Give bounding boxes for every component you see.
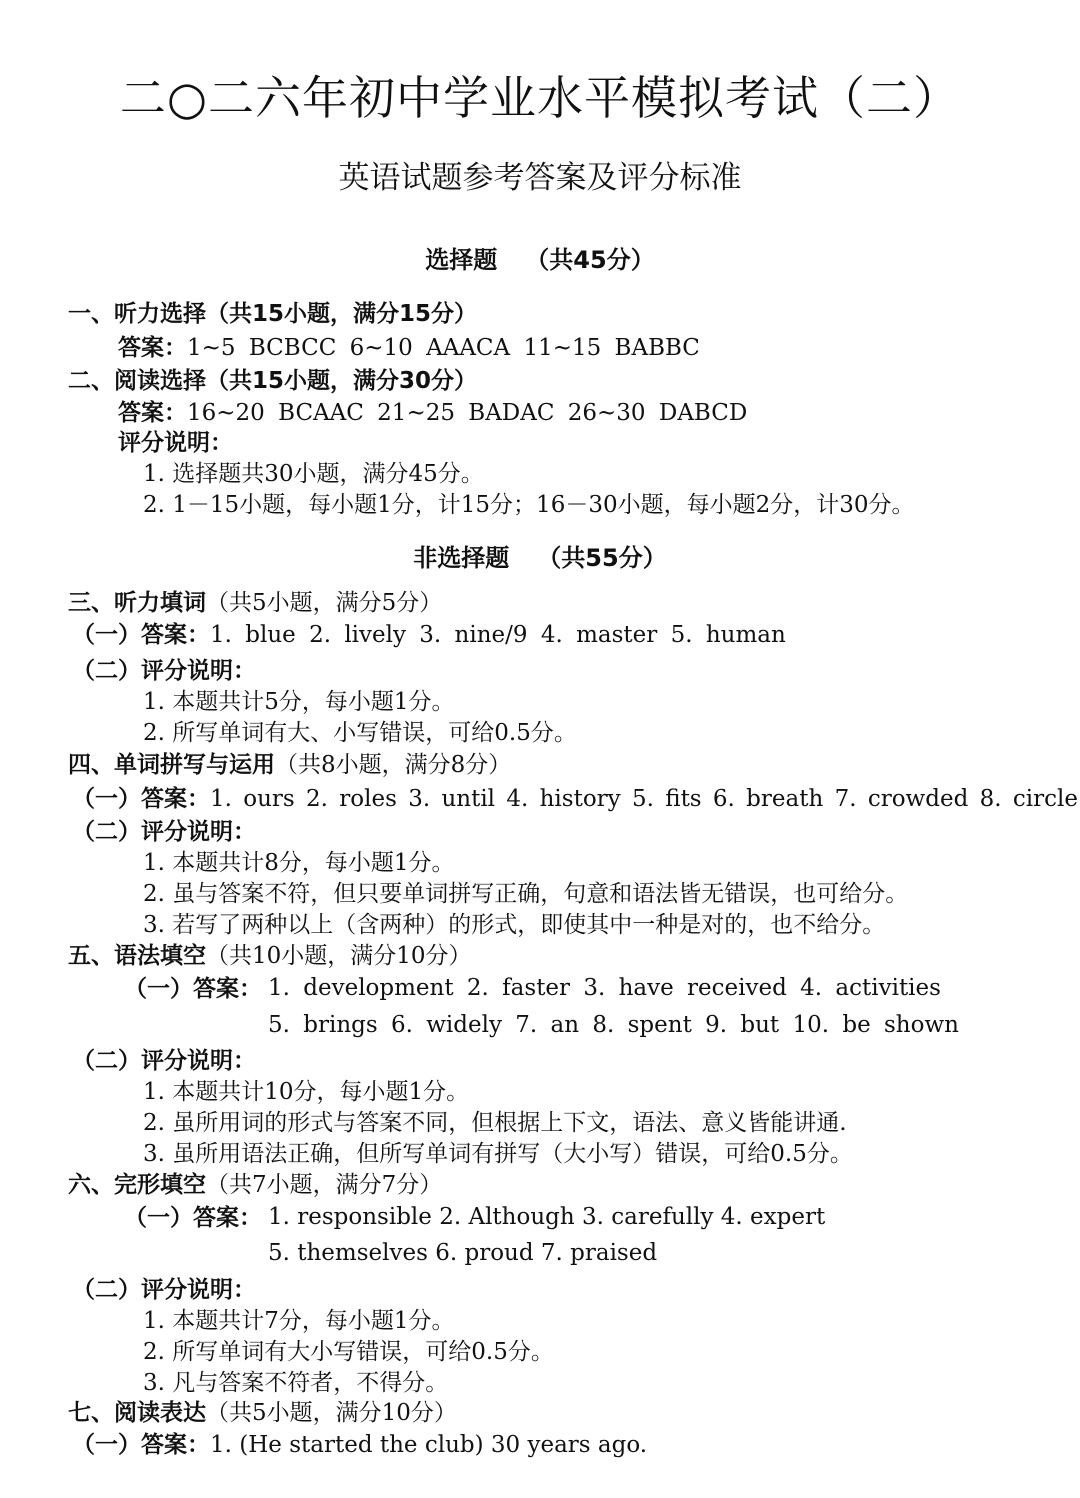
part5-notes-label: （二）评分说明： [72,1048,256,1074]
part4-heading [68,750,511,780]
choice-section-heading [0,240,1080,275]
part1-heading: 一、听力选择（共15小题，满分15分） [68,301,478,327]
choice-section-label: 选择题 [425,246,498,274]
part1-answer-label: 答案： [118,335,187,361]
part4-answer-label: （一）答案： [72,786,210,812]
part4-heading-bold: 四、单词拼写与运用 [68,752,275,778]
part2-answer-label: 答案： [118,400,187,426]
part3-heading-bold: 三、听力填词 [68,590,206,616]
part2-answers: 16~20 BCAAC 21~25 BADAC 26~30 DABCD [187,400,748,426]
part6-answers-line2: 5. themselves 6. proud 7. praised [268,1240,658,1266]
part5-answer-label: （一）答案： [124,976,262,1002]
part7-answer-label: （一）答案： [72,1432,210,1458]
part6-answer-label: （一）答案： [124,1205,262,1231]
part2-notes-label: 评分说明： [118,430,233,456]
part5-heading [68,941,472,971]
part6-heading-bold: 六、完形填空 [68,1172,206,1198]
part6-answers-line1: 1. responsible 2. Although 3. carefully 4. expert [268,1204,826,1230]
part6-heading-rest: （共7小题，满分7分） [206,1172,443,1198]
part7-answers: 1. (He started the club) 30 years ago. [210,1432,648,1458]
part6-notes-label: （二）评分说明： [72,1277,256,1303]
part5-heading-rest: （共10小题，满分10分） [206,943,472,969]
part4-note-3: 3. 若写了两种以上（含两种）的形式，即使其中一种是对的，也不给分。 [143,912,886,938]
part6-note-3: 3. 凡与答案不符者，不得分。 [143,1370,449,1396]
part3-answer-label: （一）答案： [72,622,210,648]
part2-answer-row [118,398,747,428]
part4-note-2: 2. 虽与答案不符，但只要单词拼写正确，句意和语法皆无错误，也可给分。 [143,881,909,907]
part3-heading [68,588,442,618]
part4-answer-row [72,784,1078,814]
part2-note-2: 2. 1－15小题，每小题1分，计15分；16－30小题，每小题2分，计30分。 [143,492,915,518]
part7-answer-row [72,1430,647,1460]
part3-notes-label: （二）评分说明： [72,658,256,684]
part3-answers: 1. blue 2. lively 3. nine/9 4. master 5. human [210,622,786,648]
part7-heading-bold: 七、阅读表达 [68,1400,206,1426]
part1-answers: 1~5 BCBCC 6~10 AAACA 11~15 BABBC [187,335,700,361]
part4-note-1: 1. 本题共计8分，每小题1分。 [143,850,455,876]
part6-heading [68,1170,442,1200]
part1-answer-row [118,333,700,363]
part4-heading-rest: （共8小题，满分8分） [275,752,512,778]
part5-note-1: 1. 本题共计10分，每小题1分。 [143,1079,470,1105]
part5-answers-line1: 1. development 2. faster 3. have received 4. activities [268,975,941,1001]
part7-heading-rest: （共5小题，满分10分） [206,1400,457,1426]
part5-answers-line2: 5. brings 6. widely 7. an 8. spent 9. but 10. be shown [268,1012,959,1038]
part2-note-1: 1. 选择题共30小题，满分45分。 [143,461,484,487]
part7-heading [68,1398,457,1428]
choice-section-points: （共45分） [525,246,655,274]
page-title: 二○二六年初中学业水平模拟考试（二） [119,71,961,125]
part3-note-1: 1. 本题共计5分，每小题1分。 [143,689,455,715]
part5-note-2: 2. 虽所用词的形式与答案不同，但根据上下文，语法、意义皆能讲通. [143,1110,847,1136]
part6-note-2: 2. 所写单词有大小写错误，可给0.5分。 [143,1339,554,1365]
part4-notes-label: （二）评分说明： [72,819,256,845]
part4-answers: 1. ours 2. roles 3. until 4. history 5. fits 6. breath 7. crowded 8. circle [210,786,1078,812]
part2-heading: 二、阅读选择（共15小题，满分30分） [68,368,478,394]
part3-note-2: 2. 所写单词有大、小写错误，可给0.5分。 [143,720,577,746]
nonchoice-section-label: 非选择题 [413,544,510,572]
nonchoice-section-heading [0,538,1080,573]
part6-note-1: 1. 本题共计7分，每小题1分。 [143,1308,455,1334]
nonchoice-section-points: （共55分） [537,544,667,572]
part3-answer-row [72,620,786,650]
part5-heading-bold: 五、语法填空 [68,943,206,969]
part3-heading-rest: （共5小题，满分5分） [206,590,443,616]
page-subtitle: 英语试题参考答案及评分标准 [338,160,742,196]
part5-note-3: 3. 虽所用语法正确，但所写单词有拼写（大小写）错误，可给0.5分。 [143,1141,853,1167]
